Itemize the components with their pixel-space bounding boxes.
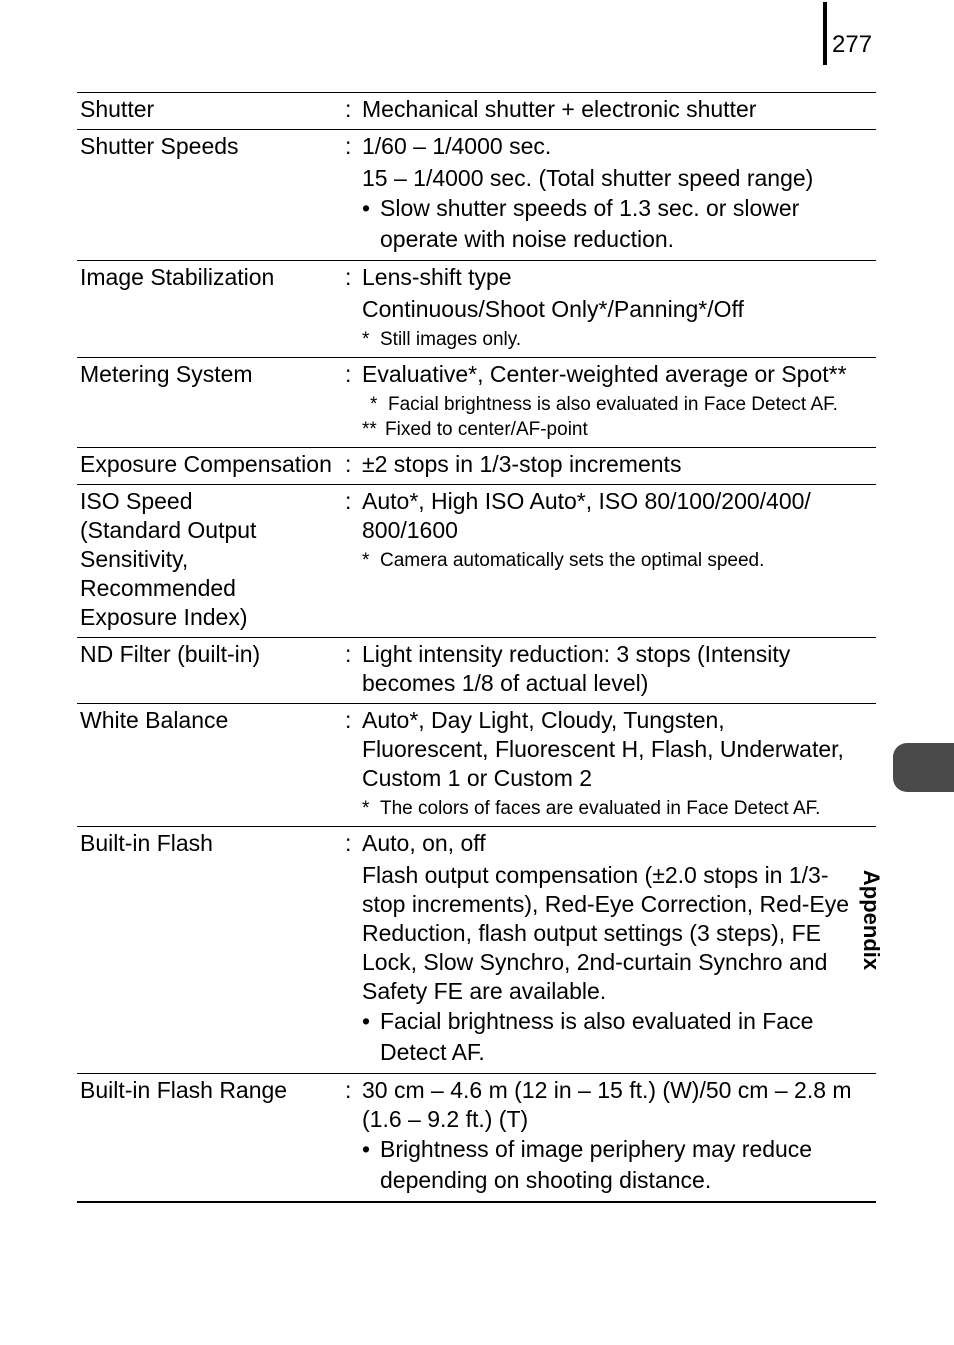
spec-value	[362, 360, 876, 442]
value-line: (1.6 – 9.2 ft.) (T)	[362, 1106, 529, 1132]
spec-row-metering-system	[77, 358, 876, 448]
footnote	[362, 796, 876, 821]
label-line: Exposure Index)	[80, 604, 248, 630]
value-line: Reduction, flash output settings (3 steps), FE	[362, 920, 821, 946]
bullet-item	[362, 1006, 876, 1068]
spec-value	[362, 1076, 876, 1196]
asterisk-icon: *	[362, 798, 370, 819]
footnote	[362, 392, 876, 417]
colon: :	[345, 1077, 352, 1103]
value-line: Safety FE are available.	[362, 978, 607, 1004]
value-line: 1/60 – 1/4000 sec.	[362, 133, 552, 159]
footnote-text: The colors of faces are evaluated in Face Detect AF.	[380, 798, 821, 819]
bullet-text: Brightness of image periphery may reduce depending on shooting distance.	[380, 1136, 813, 1193]
asterisk-icon: *	[370, 394, 378, 415]
value-line: Continuous/Shoot Only*/Panning*/Off	[362, 296, 744, 322]
section-tab	[893, 743, 954, 792]
colon: :	[345, 96, 352, 122]
page-number: 277	[832, 31, 873, 58]
footnote-text: Camera automatically sets the optimal speed.	[380, 550, 765, 571]
double-asterisk-icon: **	[362, 419, 377, 440]
bullet-text: Facial brightness is also evaluated in Face Detect AF.	[380, 1008, 814, 1065]
section-tab-label: Appendix	[859, 869, 884, 971]
footnote-text: Facial brightness is also evaluated in Face Detect AF.	[388, 394, 838, 415]
spec-label	[77, 487, 345, 632]
value-line: becomes 1/8 of actual level)	[362, 670, 649, 696]
spec-row-nd-filter	[77, 638, 876, 704]
bullet-icon: •	[362, 1136, 371, 1162]
colon: :	[345, 707, 352, 733]
spec-label: Built-in Flash	[80, 830, 213, 856]
spec-label: Shutter Speeds	[80, 133, 239, 159]
value-line: Auto, on, off	[362, 830, 486, 856]
spec-label: Image Stabilization	[80, 264, 275, 290]
spec-value	[362, 829, 876, 1068]
value-line: 800/1600	[362, 517, 458, 543]
colon: :	[345, 641, 352, 667]
value-line: Auto*, Day Light, Cloudy, Tungsten,	[362, 707, 725, 733]
bullet-item	[362, 1134, 876, 1196]
label-line: Sensitivity,	[80, 546, 189, 572]
spec-value	[362, 487, 876, 632]
spec-label: Built-in Flash Range	[80, 1077, 288, 1103]
value-line: Evaluative*, Center-weighted average or Spot**	[362, 361, 847, 387]
value-line: 15 – 1/4000 sec. (Total shutter speed range)	[362, 165, 814, 191]
value-line: Fluorescent, Fluorescent H, Flash, Underwater,	[362, 736, 844, 762]
colon: :	[345, 133, 352, 159]
value-line: Mechanical shutter + electronic shutter	[362, 96, 757, 122]
value-paragraph	[362, 861, 876, 1006]
bullet-icon: •	[362, 195, 371, 221]
colon: :	[345, 361, 352, 387]
spec-row-shutter	[77, 93, 876, 130]
asterisk-icon: *	[362, 550, 370, 571]
footnote	[362, 548, 876, 573]
colon: :	[345, 488, 352, 514]
value-line: Lock, Slow Synchro, 2nd-curtain Synchro and	[362, 949, 828, 975]
bullet-icon: •	[362, 1008, 371, 1034]
spec-value	[362, 640, 876, 698]
spec-value	[362, 450, 876, 479]
spec-row-image-stabilization	[77, 261, 876, 358]
value-line: ±2 stops in 1/3-stop increments	[362, 451, 682, 477]
spec-row-built-in-flash	[77, 827, 876, 1074]
bullet-item	[362, 193, 876, 255]
page-marker-bar	[823, 2, 827, 65]
spec-label: Metering System	[80, 361, 253, 387]
spec-row-white-balance	[77, 704, 876, 827]
value-line: Auto*, High ISO Auto*, ISO 80/100/200/400/	[362, 488, 811, 514]
spec-row-built-in-flash-range	[77, 1074, 876, 1203]
spec-row-exposure-compensation	[77, 448, 876, 485]
spec-value	[362, 95, 876, 124]
spec-label: Shutter	[80, 96, 155, 122]
spec-value	[362, 263, 876, 352]
footnote	[362, 327, 876, 352]
value-line: Flash output compensation (±2.0 stops in 1/3-	[362, 862, 829, 888]
label-line: Recommended	[80, 575, 236, 601]
spec-row-shutter-speeds	[77, 130, 876, 261]
colon: :	[345, 451, 352, 477]
footnote-text: Still images only.	[380, 329, 522, 350]
value-line: stop increments), Red-Eye Correction, Red-Eye	[362, 891, 850, 917]
label-line: ISO Speed	[80, 488, 193, 514]
label-line: (Standard Output	[80, 517, 257, 543]
value-line: Light intensity reduction: 3 stops (Intensity	[362, 641, 791, 667]
spec-value	[362, 706, 876, 821]
bullet-text: Slow shutter speeds of 1.3 sec. or slower operate with noise reduction.	[380, 195, 800, 252]
colon: :	[345, 830, 352, 856]
spec-label: Exposure Compensation	[80, 451, 332, 477]
value-line: Custom 1 or Custom 2	[362, 765, 593, 791]
footnote	[362, 417, 876, 442]
spec-row-iso-speed	[77, 485, 876, 638]
spec-label: ND Filter (built-in)	[80, 641, 261, 667]
spec-label: White Balance	[80, 707, 229, 733]
spec-table	[77, 92, 876, 1203]
value-line: Lens-shift type	[362, 264, 512, 290]
value-line: 30 cm – 4.6 m (12 in – 15 ft.) (W)/50 cm – 2.8 m	[362, 1077, 852, 1103]
colon: :	[345, 264, 352, 290]
spec-value	[362, 132, 876, 255]
footnote-text: Fixed to center/AF-point	[385, 419, 588, 440]
asterisk-icon: *	[362, 329, 370, 350]
